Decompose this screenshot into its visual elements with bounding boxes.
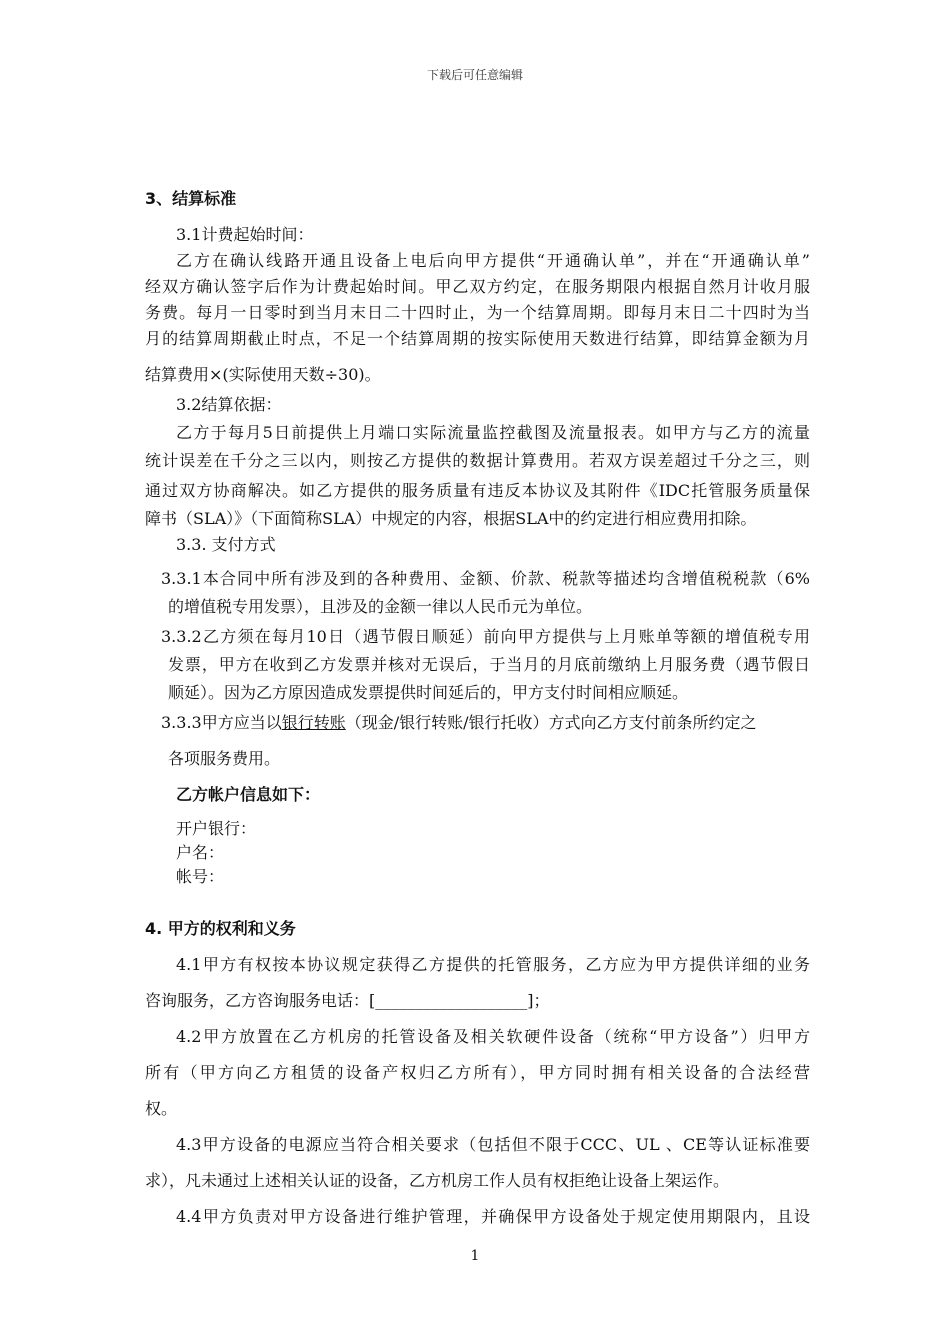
page-header: 下载后可任意编辑 <box>426 68 523 82</box>
s32-title: 3.2结算依据： <box>176 395 282 414</box>
s331-line-2: 的增值税专用发票），且涉及的金额一律以人民币元为单位。 <box>168 597 593 616</box>
s333-line-2: 各项服务费用。 <box>168 749 281 768</box>
s31-title: 3.1计费起始时间： <box>176 225 314 244</box>
s31-line-4: 月的结算周期截止时点，不足一个结算周期的按实际使用天数进行结算，即结算金额为月 <box>145 329 810 348</box>
s332-line-3: 顺延）。因为乙方原因造成发票提供时间延后的，甲方支付时间相应顺延。 <box>168 683 689 702</box>
s332-line-2: 发票，甲方在收到乙方发票并核对无误后，于当月的月底前缴纳上月服务费（遇节假日 <box>168 655 810 674</box>
s331-line-1: 3.3.1本合同中所有涉及到的各种费用、金额、价款、税款等描述均含增值税税款（6% <box>161 569 810 588</box>
s32-line-3: 通过双方协商解决。如乙方提供的服务质量有违反本协议及其附件《IDC托管服务质量保 <box>145 481 810 500</box>
s332-line-1: 3.3.2乙方须在每月10日（遇节假日顺延）前向甲方提供与上月账单等额的增值税专用 <box>161 627 810 646</box>
s43-line-2: 求），凡未通过上述相关认证的设备，乙方机房工作人员有权拒绝让设备上架运作。 <box>145 1171 730 1190</box>
s44-line-1: 4.4甲方负责对甲方设备进行维护管理，并确保甲方设备处于规定使用期限内，且设 <box>176 1207 810 1226</box>
payment-method-underlined: 银行转账 <box>281 713 346 732</box>
section-3-title: 3、结算标准 <box>145 189 237 208</box>
s31-line-5: 结算费用×(实际使用天数÷30)。 <box>145 365 381 384</box>
page-number: 1 <box>470 1248 480 1264</box>
s32-line-1: 乙方于每月5日前提供上月端口实际流量监控截图及流量报表。如甲方与乙方的流量 <box>176 423 810 442</box>
account-number-label: 帐号： <box>176 867 225 886</box>
s43-line-1: 4.3甲方设备的电源应当符合相关要求（包括但不限于CCC、UL 、CE等认证标准要 <box>176 1135 810 1154</box>
account-info-title: 乙方帐户信息如下： <box>176 785 321 804</box>
bank-label: 开户银行： <box>176 819 257 838</box>
s42-line-2: 所有（甲方向乙方租赁的设备产权归乙方所有），甲方同时拥有相关设备的合法经营 <box>145 1063 810 1082</box>
s333-line-1 <box>161 710 757 733</box>
s32-line-4: 障书（SLA）》（下面简称SLA）中规定的内容，根据SLA中的约定进行相应费用扣除。 <box>145 509 757 528</box>
s31-line-3: 务费。每月一日零时到当月末日二十四时止，为一个结算周期。即每月末日二十四时为当 <box>145 303 810 322</box>
section-4-title: 4. 甲方的权利和义务 <box>145 919 296 938</box>
s41-line-1: 4.1甲方有权按本协议规定获得乙方提供的托管服务，乙方应为甲方提供详细的业务 <box>176 955 810 974</box>
s31-line-1: 乙方在确认线路开通且设备上电后向甲方提供“开通确认单”，并在“开通确认单” <box>176 251 810 270</box>
s32-line-2: 统计误差在千分之三以内，则按乙方提供的数据计算费用。若双方误差超过千分之三，则 <box>145 451 810 470</box>
account-name-label: 户名： <box>176 843 225 862</box>
s333-prefix: 3.3.3甲方应当以 <box>161 713 282 732</box>
s42-line-3: 权。 <box>145 1099 178 1118</box>
s31-line-2: 经双方确认签字后作为计费起始时间。甲乙双方约定，在服务期限内根据自然月计收月服 <box>145 277 810 296</box>
s33-title: 3.3. 支付方式 <box>176 535 276 554</box>
s41-line-2: 咨询服务，乙方咨询服务电话：[___________________]； <box>145 991 550 1010</box>
s333-suffix: （现金/银行转账/银行托收）方式向乙方支付前条所约定之 <box>345 713 757 732</box>
s42-line-1: 4.2甲方放置在乙方机房的托管设备及相关软硬件设备（统称“甲方设备”）归甲方 <box>176 1027 810 1046</box>
